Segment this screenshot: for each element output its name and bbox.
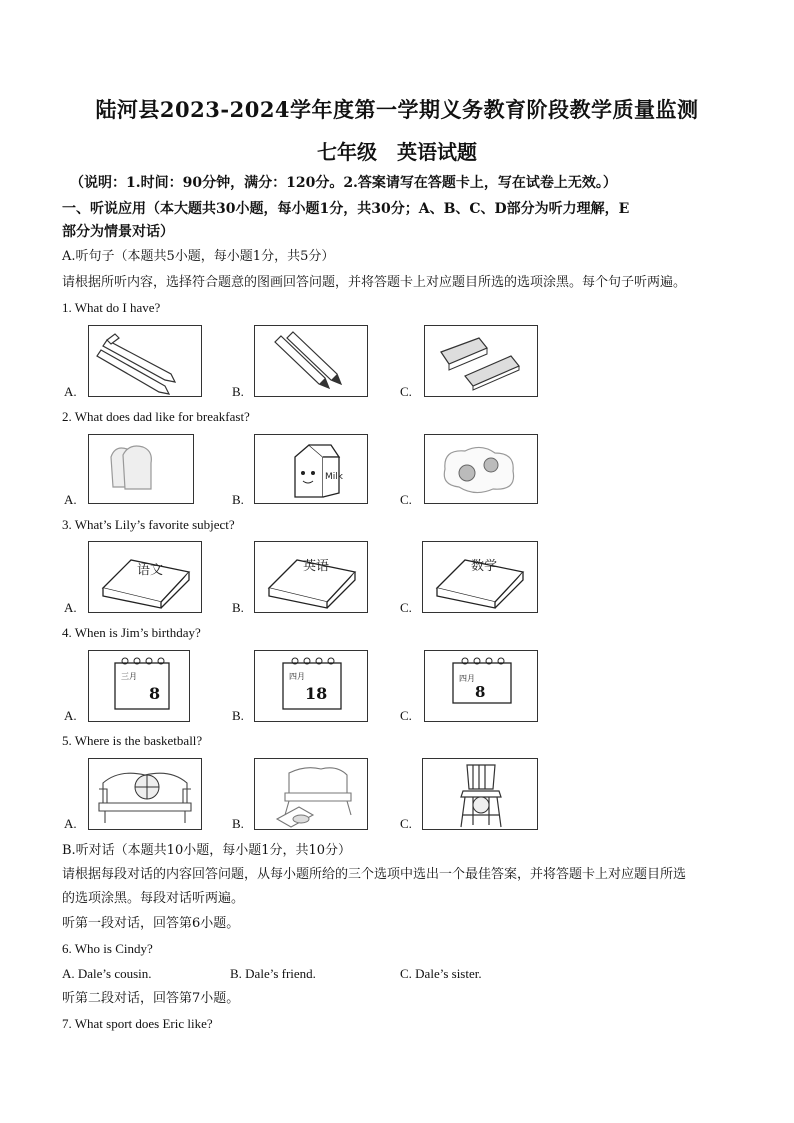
option-letter: C. xyxy=(400,600,412,615)
milk-image xyxy=(254,434,368,504)
chinese-book-image xyxy=(88,541,202,613)
calendar-image xyxy=(424,650,538,722)
option-letter: A. xyxy=(64,384,77,399)
part-a-instruction: 请根据所听内容，选择符合题意的图画回答问题，并将答题卡上对应题目所选的选项涂黑。每个句子听两遍。 xyxy=(62,275,687,290)
english-book-image xyxy=(254,541,368,613)
pen-image xyxy=(88,325,202,397)
sofa-on-image xyxy=(88,758,202,830)
milk-label: Milk xyxy=(325,472,343,482)
eraser-image xyxy=(424,325,538,397)
calendar-image xyxy=(254,650,368,722)
part-a-heading: A.听句子（本题共5小题，每小题1分，共5分） xyxy=(62,249,335,264)
question-1: 1. What do I have? xyxy=(62,300,161,315)
book-label: 语文 xyxy=(137,563,164,578)
bread-image xyxy=(88,434,194,504)
option-letter: B. xyxy=(232,492,244,507)
calendar-day: 8 xyxy=(475,683,486,701)
calendar-day: 18 xyxy=(305,684,328,703)
question-4: 4. When is Jim’s birthday? xyxy=(62,625,201,640)
calendar-month: 四月 xyxy=(289,672,305,681)
q6-option-b: B. Dale’s friend. xyxy=(230,966,316,981)
math-book-image xyxy=(422,541,538,613)
option-letter: B. xyxy=(232,600,244,615)
book-label: 英语 xyxy=(303,559,330,574)
question-7: 7. What sport does Eric like? xyxy=(62,1016,213,1031)
option-letter: C. xyxy=(400,492,412,507)
option-letter: A. xyxy=(64,492,77,507)
part-b-heading: B.听对话（本题共10小题，每小题1分，共10分） xyxy=(62,843,352,858)
question-5: 5. Where is the basketball? xyxy=(62,733,203,748)
dialog-1-prompt: 听第一段对话，回答第6小题。 xyxy=(62,916,240,931)
option-letter: B. xyxy=(232,384,244,399)
calendar-month: 四月 xyxy=(459,674,475,683)
section-heading-cont: 部分为情景对话） xyxy=(62,224,174,240)
option-letter: A. xyxy=(64,600,77,615)
calendar-image xyxy=(88,650,190,722)
question-3: 3. What’s Lily’s favorite subject? xyxy=(62,517,235,532)
option-letter: B. xyxy=(232,816,244,831)
pencil-image xyxy=(254,325,368,397)
chair-image xyxy=(422,758,538,830)
part-b-instruction-cont: 的选项涂黑。每段对话听两遍。 xyxy=(62,891,245,906)
option-letter: C. xyxy=(400,816,412,831)
calendar-day: 8 xyxy=(149,684,161,703)
exam-subtitle: 七年级 英语试题 xyxy=(317,140,477,164)
egg-image xyxy=(424,434,538,504)
exam-title: 陆河县2023-2024学年度第一学期义务教育阶段教学质量监测 xyxy=(95,97,699,122)
option-letter: A. xyxy=(64,708,77,723)
book-label: 数学 xyxy=(471,559,498,574)
sofa-under-image xyxy=(254,758,368,830)
option-letter: B. xyxy=(232,708,244,723)
calendar-month: 三月 xyxy=(121,672,137,681)
part-b-instruction: 请根据每段对话的内容回答问题，从每小题所给的三个选项中选出一个最佳答案，并将答题卡上对应题目所选 xyxy=(62,867,687,882)
question-2: 2. What does dad like for breakfast? xyxy=(62,409,250,424)
q6-option-a: A. Dale’s cousin. xyxy=(62,966,152,981)
question-6: 6. Who is Cindy? xyxy=(62,941,153,956)
dialog-2-prompt: 听第二段对话，回答第7小题。 xyxy=(62,991,240,1006)
option-letter: C. xyxy=(400,384,412,399)
section-heading: 一、听说应用（本大题共30小题，每小题1分，共30分；A、B、C、D部分为听力理解，E xyxy=(62,201,630,217)
q6-option-c: C. Dale’s sister. xyxy=(400,966,482,981)
option-letter: C. xyxy=(400,708,412,723)
exam-note: （说明：1.时间：90分钟，满分：120分。2.答案请写在答题卡上，写在试卷上无效。） xyxy=(70,175,617,191)
option-letter: A. xyxy=(64,816,77,831)
